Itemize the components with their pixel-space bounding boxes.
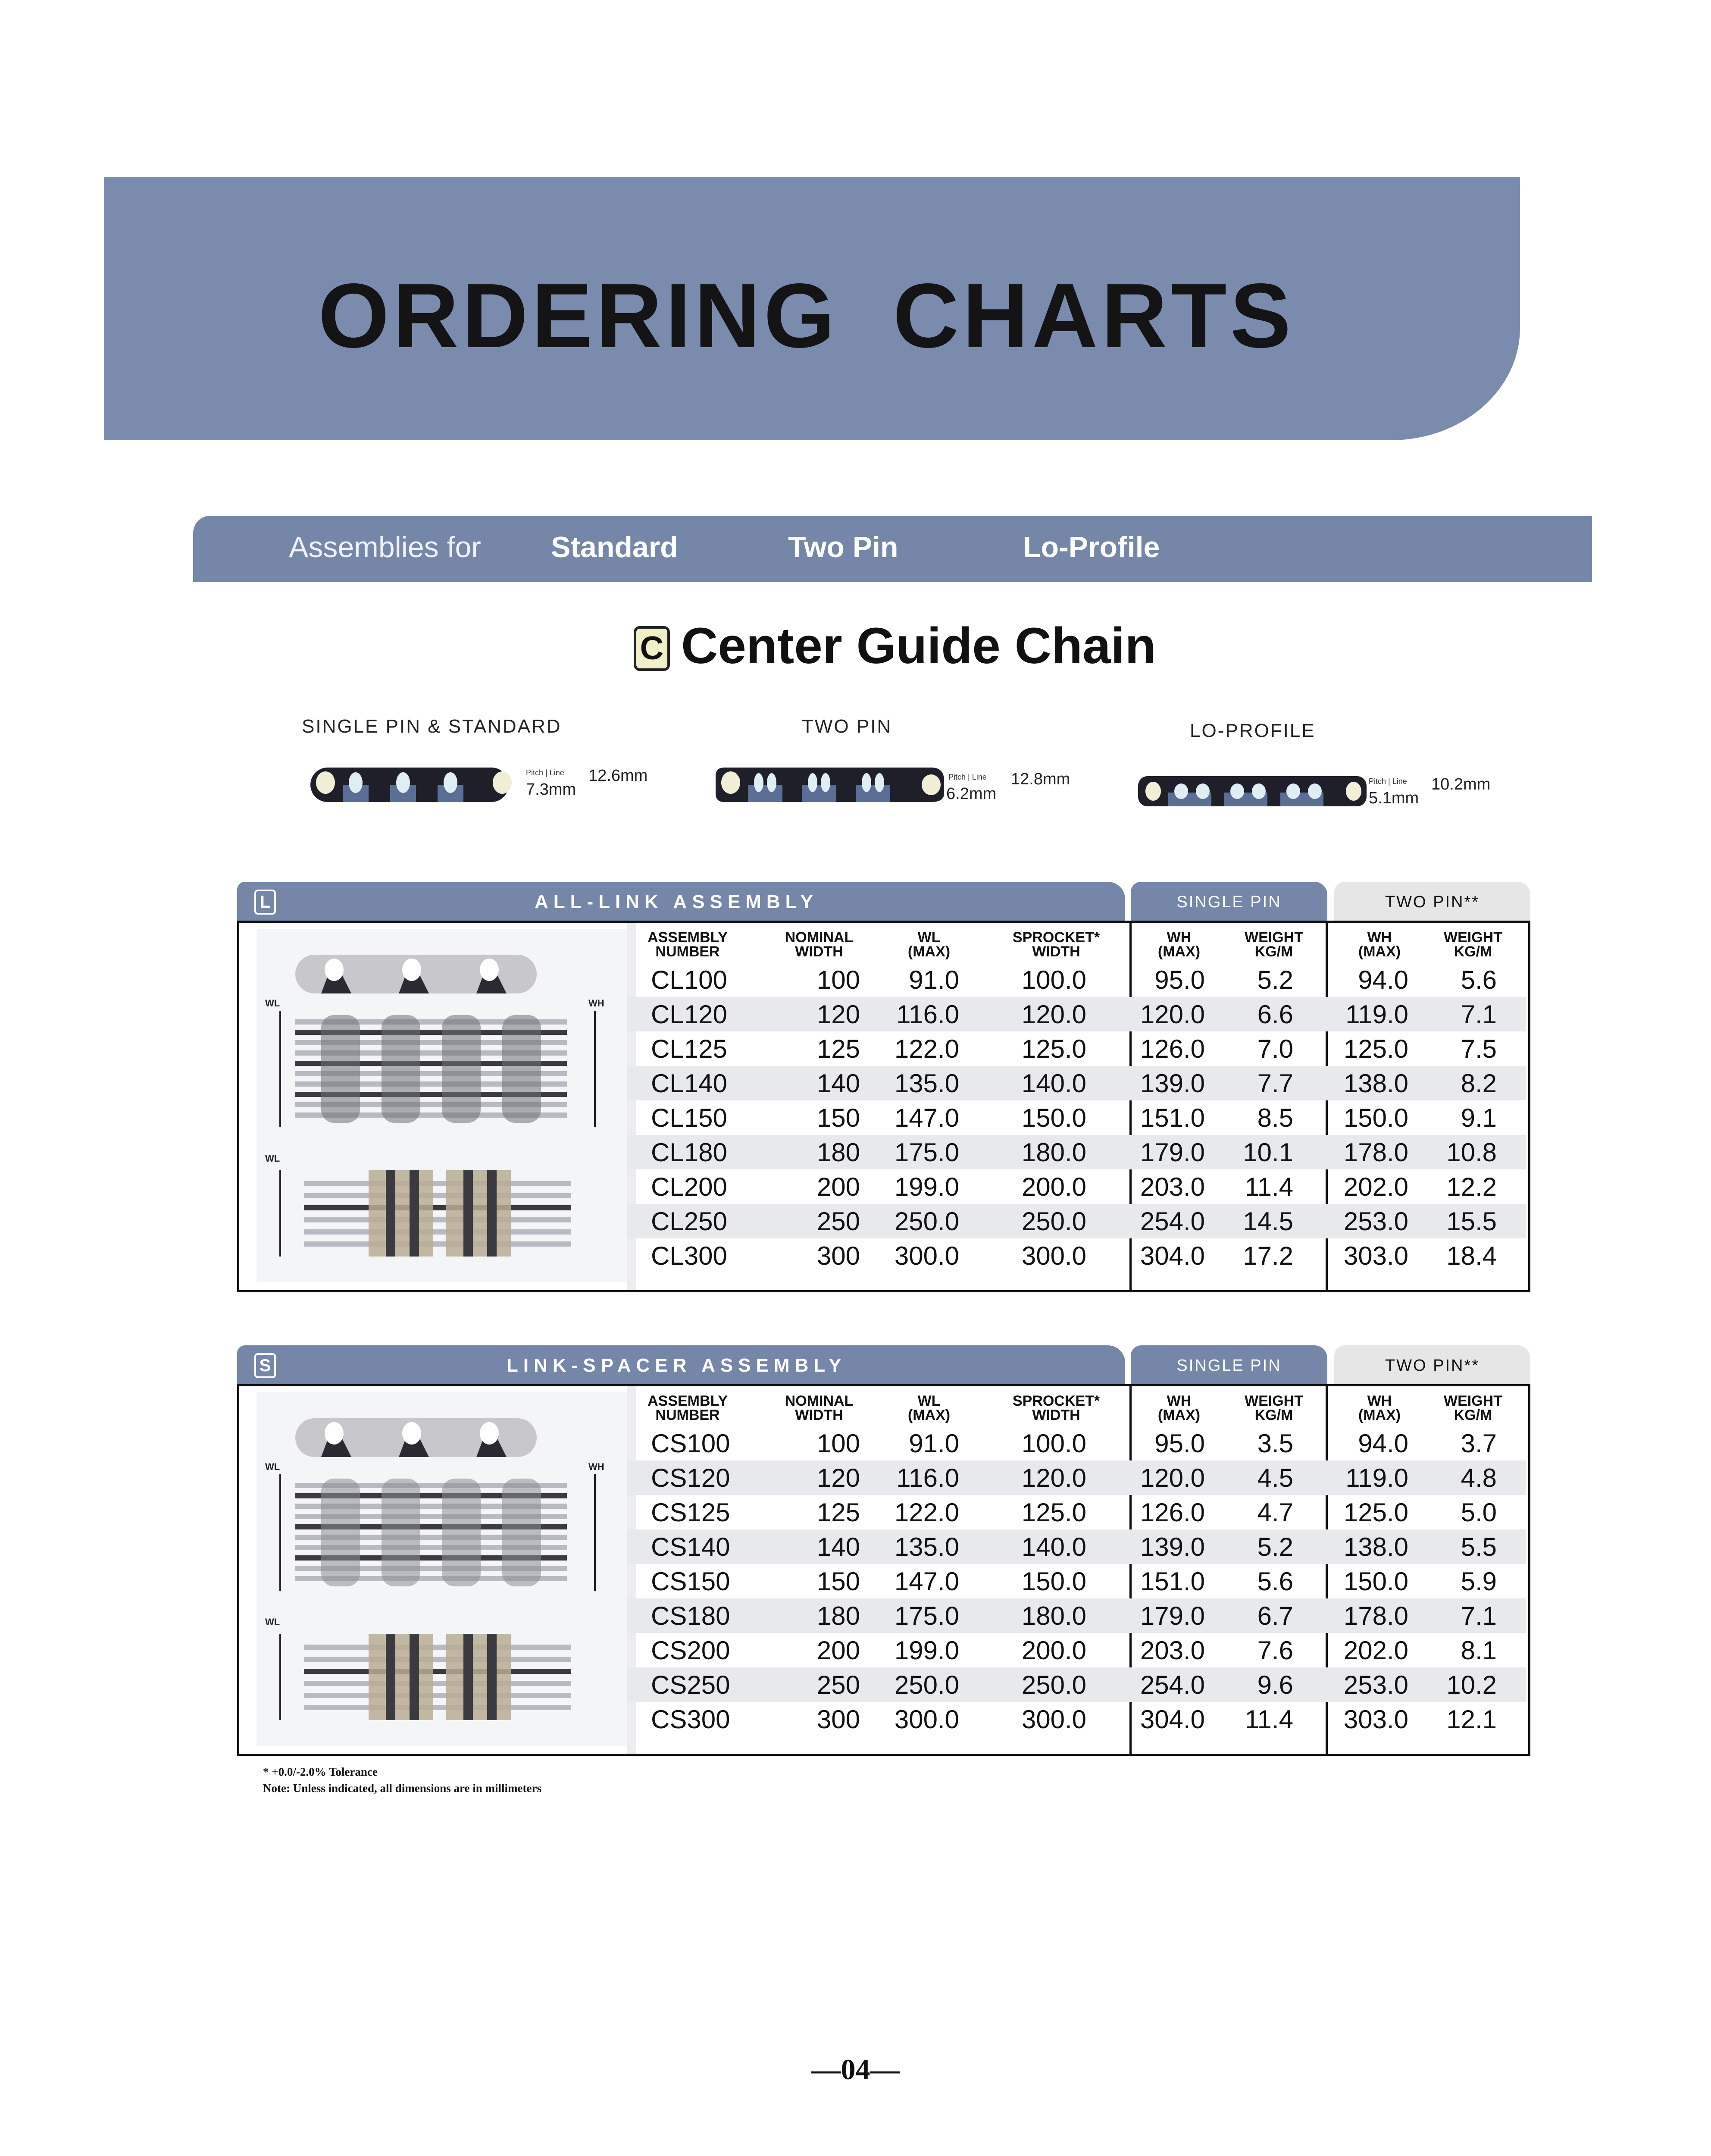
table-cell: 151.0: [1140, 1567, 1205, 1596]
table-cell: 5.9: [1461, 1567, 1497, 1596]
link-spacer-assembly-table: [237, 1345, 1530, 1753]
table-cell: 138.0: [1343, 1069, 1408, 1098]
chain-two-pin: [716, 716, 1086, 828]
chain-lo-profile: [1138, 720, 1509, 832]
table-cell: 119.0: [1345, 1000, 1408, 1029]
table-cell: 8.2: [1461, 1069, 1497, 1098]
table-cell: 147.0: [894, 1103, 959, 1132]
chain-pitch-caption: Pitch | Line: [526, 768, 564, 777]
column-header: ASSEMBLY NUMBER: [647, 929, 728, 960]
chain-height-value: 10.2mm: [1431, 775, 1491, 793]
table-cell: 139.0: [1140, 1069, 1205, 1098]
table-cell: 100.0: [1021, 1429, 1086, 1458]
table-row: [627, 1702, 1526, 1736]
table-cell: 10.1: [1243, 1138, 1293, 1167]
table-cell: 126.0: [1140, 1498, 1205, 1527]
diagram-label-wl: WL: [265, 998, 280, 1009]
table-cell: 135.0: [894, 1532, 959, 1561]
column-header: ASSEMBLY NUMBER: [647, 1393, 728, 1423]
table-cell: 116.0: [896, 1463, 959, 1492]
column-header: WEIGHT KG/M: [1245, 1393, 1303, 1423]
table-title-tab: [237, 882, 1125, 921]
two-pin-tab: [1334, 1345, 1530, 1384]
table-cell: 151.0: [1140, 1103, 1205, 1132]
table-cell: 120: [816, 1000, 860, 1029]
table-cell: 9.6: [1257, 1670, 1293, 1699]
table-body: [237, 1384, 1530, 1756]
table-cell: CS150: [651, 1567, 730, 1596]
all-link-diagram: [256, 929, 627, 1282]
diagram-label-wl: WL: [265, 1617, 280, 1627]
table-cell: 140.0: [1021, 1069, 1086, 1098]
table-cell: 254.0: [1140, 1207, 1205, 1236]
table-cell: 175.0: [894, 1601, 959, 1630]
table-cell: CS200: [651, 1636, 730, 1665]
table-row: [627, 1598, 1526, 1633]
assembly-diagram-panel: [256, 929, 627, 1282]
table-cell: 178.0: [1343, 1601, 1408, 1630]
table-cell: 202.0: [1343, 1172, 1408, 1201]
table-cell: 150: [816, 1567, 860, 1596]
footnotes: [263, 1764, 541, 1796]
table-cell: CL250: [651, 1207, 727, 1236]
table-cell: 4.8: [1461, 1463, 1497, 1492]
table-row: [627, 1135, 1526, 1169]
table-cell: 4.5: [1257, 1463, 1293, 1492]
single-pin-label: SINGLE PIN: [1176, 1357, 1282, 1375]
table-cell: 200: [816, 1172, 860, 1201]
table-cell: 180: [816, 1138, 860, 1167]
column-header: WEIGHT KG/M: [1245, 929, 1303, 960]
table-cell: CS180: [651, 1601, 730, 1630]
table-cell: 178.0: [1343, 1138, 1408, 1167]
table-title: LINK-SPACER ASSEMBLY: [507, 1355, 847, 1376]
table-cell: 5.5: [1461, 1532, 1497, 1561]
table-cell: 18.4: [1446, 1241, 1497, 1270]
table-cell: CL120: [651, 1000, 727, 1029]
table-cell: 300.0: [894, 1705, 959, 1734]
two-pin-label: TWO PIN**: [1385, 893, 1480, 911]
table-cell: 300.0: [1021, 1705, 1086, 1734]
assembly-diagram-panel: [256, 1392, 627, 1746]
table-cell: CS140: [651, 1532, 730, 1561]
chain-pitch-value: 6.2mm: [946, 785, 997, 803]
column-header: WEIGHT KG/M: [1444, 1393, 1502, 1423]
table-cell: 10.2: [1446, 1670, 1497, 1699]
table-cell: 254.0: [1140, 1670, 1205, 1699]
table-cell: 250.0: [1021, 1207, 1086, 1236]
units-note: Note: Unless indicated, all dimensions are in millimeters: [263, 1782, 541, 1795]
header-banner: [104, 177, 1520, 440]
column-header: WH (MAX): [1157, 1393, 1201, 1423]
column-header: WH (MAX): [1358, 1393, 1401, 1423]
table-cell: 15.5: [1446, 1207, 1497, 1236]
table-row: [627, 1633, 1526, 1667]
table-cell: 150.0: [1343, 1567, 1408, 1596]
table-cell: CL180: [651, 1138, 727, 1167]
table-cell: 95.0: [1154, 965, 1205, 994]
table-cell: 7.0: [1257, 1034, 1293, 1063]
table-cell: 150: [816, 1103, 860, 1132]
link-spacer-diagram: [256, 1392, 627, 1746]
table-cell: 4.7: [1257, 1498, 1293, 1527]
table-row: [627, 962, 1526, 997]
table-body: [237, 921, 1530, 1292]
table-cell: 150.0: [1021, 1103, 1086, 1132]
table-row: [627, 1495, 1526, 1529]
table-cell: 3.5: [1257, 1429, 1293, 1458]
diagram-label-wl: WL: [265, 1461, 280, 1472]
table-row: [627, 1204, 1526, 1238]
table-cell: 250.0: [894, 1670, 959, 1699]
table-cell: 200: [816, 1636, 860, 1665]
table-cell: 125.0: [1021, 1034, 1086, 1063]
table-cell: 8.5: [1257, 1103, 1293, 1132]
single-pin-tab: [1131, 882, 1327, 921]
table-cell: 7.1: [1461, 1601, 1497, 1630]
table-cell: CL300: [651, 1241, 727, 1270]
table-cell: 5.6: [1257, 1567, 1293, 1596]
table-cell: 200.0: [1021, 1172, 1086, 1201]
diagram-label-wh: WH: [588, 998, 604, 1009]
center-guide-icon: C: [634, 626, 670, 671]
chain-single-pin: [302, 716, 673, 828]
table-cell: 140: [816, 1069, 860, 1098]
table-title: ALL-LINK ASSEMBLY: [535, 891, 818, 912]
column-header: NOMINAL WIDTH: [785, 1393, 854, 1423]
chain-pitch-caption: Pitch | Line: [948, 773, 987, 781]
table-cell: 100: [816, 1429, 860, 1458]
column-header: WH (MAX): [1358, 929, 1401, 960]
chain-height-value: 12.6mm: [588, 767, 648, 785]
table-row: [627, 1667, 1526, 1702]
table-row: [627, 1426, 1526, 1460]
table-cell: 250: [816, 1207, 860, 1236]
chain-pitch-value: 7.3mm: [526, 780, 576, 799]
table-cell: 14.5: [1243, 1207, 1293, 1236]
table-cell: 3.7: [1461, 1429, 1497, 1458]
chain-label: SINGLE PIN & STANDARD: [302, 716, 562, 737]
assembly-option-lo-profile: Lo-Profile: [1023, 531, 1160, 564]
table-cell: 8.1: [1461, 1636, 1497, 1665]
column-header: SPROCKET* WIDTH: [1012, 929, 1100, 960]
tolerance-note: * +0.0/-2.0% Tolerance: [263, 1765, 378, 1778]
table-cell: 250.0: [894, 1207, 959, 1236]
table-cell: 91.0: [909, 1429, 959, 1458]
table-row: [627, 1529, 1526, 1564]
table-cell: 250: [816, 1670, 860, 1699]
table-cell: 147.0: [894, 1567, 959, 1596]
table-row: [627, 1238, 1526, 1273]
chain-label: TWO PIN: [802, 716, 892, 737]
table-row: [627, 1066, 1526, 1100]
table-cell: CS120: [651, 1463, 730, 1492]
page-title: ORDERING CHARTS: [318, 264, 1295, 367]
table-cell: 150.0: [1021, 1567, 1086, 1596]
table-cell: CL150: [651, 1103, 727, 1132]
table-cell: 199.0: [894, 1636, 959, 1665]
table-cell: 303.0: [1343, 1241, 1408, 1270]
table-cell: 7.6: [1257, 1636, 1293, 1665]
table-cell: 91.0: [909, 965, 959, 994]
table-cell: 180.0: [1021, 1138, 1086, 1167]
table-cell: 300: [816, 1705, 860, 1734]
table-cell: 300: [816, 1241, 860, 1270]
table-row: [627, 1100, 1526, 1135]
chain-two-pin-illustration: [716, 755, 948, 819]
table-cell: 253.0: [1343, 1207, 1408, 1236]
table-cell: 135.0: [894, 1069, 959, 1098]
column-header: WL (MAX): [907, 929, 951, 960]
table-cell: 202.0: [1343, 1636, 1408, 1665]
table-cell: 94.0: [1358, 965, 1408, 994]
assemblies-bar: [193, 516, 1592, 582]
chain-pitch-caption: Pitch | Line: [1369, 777, 1407, 786]
all-link-assembly-table: [237, 882, 1530, 1289]
table-cell: 5.2: [1257, 965, 1293, 994]
table-cell: CL140: [651, 1069, 727, 1098]
chain-label: LO-PROFILE: [1190, 720, 1316, 741]
table-cell: 10.8: [1446, 1138, 1497, 1167]
table-row: [627, 1460, 1526, 1495]
table-cell: 125: [816, 1498, 860, 1527]
table-cell: 120.0: [1021, 1000, 1086, 1029]
table-cell: 199.0: [894, 1172, 959, 1201]
table-cell: CL125: [651, 1034, 727, 1063]
table-cell: 5.2: [1257, 1532, 1293, 1561]
table-cell: 250.0: [1021, 1670, 1086, 1699]
table-cell: 119.0: [1345, 1463, 1408, 1492]
table-cell: 175.0: [894, 1138, 959, 1167]
table-cell: CL200: [651, 1172, 727, 1201]
table-cell: CS300: [651, 1705, 730, 1734]
table-cell: 122.0: [894, 1034, 959, 1063]
table-cell: CS250: [651, 1670, 730, 1699]
table-cell: 304.0: [1140, 1241, 1205, 1270]
single-pin-tab: [1131, 1345, 1327, 1384]
table-cell: 304.0: [1140, 1705, 1205, 1734]
column-header: WEIGHT KG/M: [1444, 929, 1502, 960]
table-cell: CS100: [651, 1429, 730, 1458]
table-cell: 100.0: [1021, 965, 1086, 994]
table-cell: 12.2: [1446, 1172, 1497, 1201]
table-cell: 11.4: [1245, 1172, 1293, 1201]
table-cell: 203.0: [1140, 1172, 1205, 1201]
table-cell: 200.0: [1021, 1636, 1086, 1665]
column-header: SPROCKET* WIDTH: [1012, 1393, 1100, 1423]
table-cell: 138.0: [1343, 1532, 1408, 1561]
table-cell: 179.0: [1140, 1601, 1205, 1630]
table-cell: 120.0: [1140, 1000, 1205, 1029]
table-cell: 125.0: [1343, 1498, 1408, 1527]
table-cell: 140: [816, 1532, 860, 1561]
table-cell: 100: [816, 965, 860, 994]
page-number: —04—: [811, 2053, 900, 2086]
table-cell: 179.0: [1140, 1138, 1205, 1167]
single-pin-label: SINGLE PIN: [1176, 893, 1282, 911]
table-cell: 126.0: [1140, 1034, 1205, 1063]
table-row: [627, 1564, 1526, 1598]
table-cell: 120.0: [1140, 1463, 1205, 1492]
table-row: [627, 1031, 1526, 1066]
column-header: WH (MAX): [1157, 929, 1201, 960]
table-cell: 11.4: [1245, 1705, 1293, 1734]
table-cell: 12.1: [1446, 1705, 1497, 1734]
table-cell: 203.0: [1140, 1636, 1205, 1665]
link-spacer-icon: S: [254, 1353, 276, 1378]
chain-single-pin-illustration: [302, 759, 526, 819]
table-title-tab: [237, 1345, 1125, 1384]
chain-lo-profile-illustration: [1138, 768, 1371, 815]
table-cell: 116.0: [896, 1000, 959, 1029]
table-row: [627, 997, 1526, 1031]
column-header: WL (MAX): [907, 1393, 951, 1423]
table-cell: CS125: [651, 1498, 730, 1527]
assembly-option-two-pin: Two Pin: [788, 531, 898, 564]
table-cell: 180.0: [1021, 1601, 1086, 1630]
table-cell: 180: [816, 1601, 860, 1630]
table-cell: 9.1: [1461, 1103, 1497, 1132]
all-link-icon: L: [254, 890, 276, 915]
table-cell: 95.0: [1154, 1429, 1205, 1458]
table-cell: 5.0: [1461, 1498, 1497, 1527]
table-cell: 300.0: [894, 1241, 959, 1270]
table-cell: 120.0: [1021, 1463, 1086, 1492]
chain-pitch-value: 5.1mm: [1369, 789, 1419, 807]
table-cell: 125.0: [1343, 1034, 1408, 1063]
table-cell: 303.0: [1343, 1705, 1408, 1734]
table-cell: 300.0: [1021, 1241, 1086, 1270]
diagram-label-wl: WL: [265, 1153, 280, 1164]
chain-height-value: 12.8mm: [1011, 770, 1070, 788]
table-cell: 6.7: [1257, 1601, 1293, 1630]
table-cell: 253.0: [1343, 1670, 1408, 1699]
table-cell: 17.2: [1243, 1241, 1293, 1270]
table-cell: 139.0: [1140, 1532, 1205, 1561]
diagram-label-wh: WH: [588, 1461, 604, 1472]
two-pin-label: TWO PIN**: [1385, 1357, 1480, 1375]
column-header: NOMINAL WIDTH: [785, 929, 854, 960]
table-cell: 7.5: [1461, 1034, 1497, 1063]
table-cell: 7.7: [1257, 1069, 1293, 1098]
table-cell: 125.0: [1021, 1498, 1086, 1527]
table-cell: 120: [816, 1463, 860, 1492]
table-row: [627, 1169, 1526, 1204]
two-pin-tab: [1334, 882, 1530, 921]
section-title-text: Center Guide Chain: [681, 617, 1156, 674]
table-cell: 125: [816, 1034, 860, 1063]
table-cell: CL100: [651, 965, 727, 994]
table-cell: 7.1: [1461, 1000, 1497, 1029]
table-cell: 140.0: [1021, 1532, 1086, 1561]
table-cell: 5.6: [1461, 965, 1497, 994]
table-cell: 150.0: [1343, 1103, 1408, 1132]
table-cell: 122.0: [894, 1498, 959, 1527]
table-cell: 94.0: [1358, 1429, 1408, 1458]
assemblies-lead: Assemblies for: [289, 531, 481, 564]
table-cell: 6.6: [1257, 1000, 1293, 1029]
assembly-option-standard: Standard: [551, 531, 678, 564]
